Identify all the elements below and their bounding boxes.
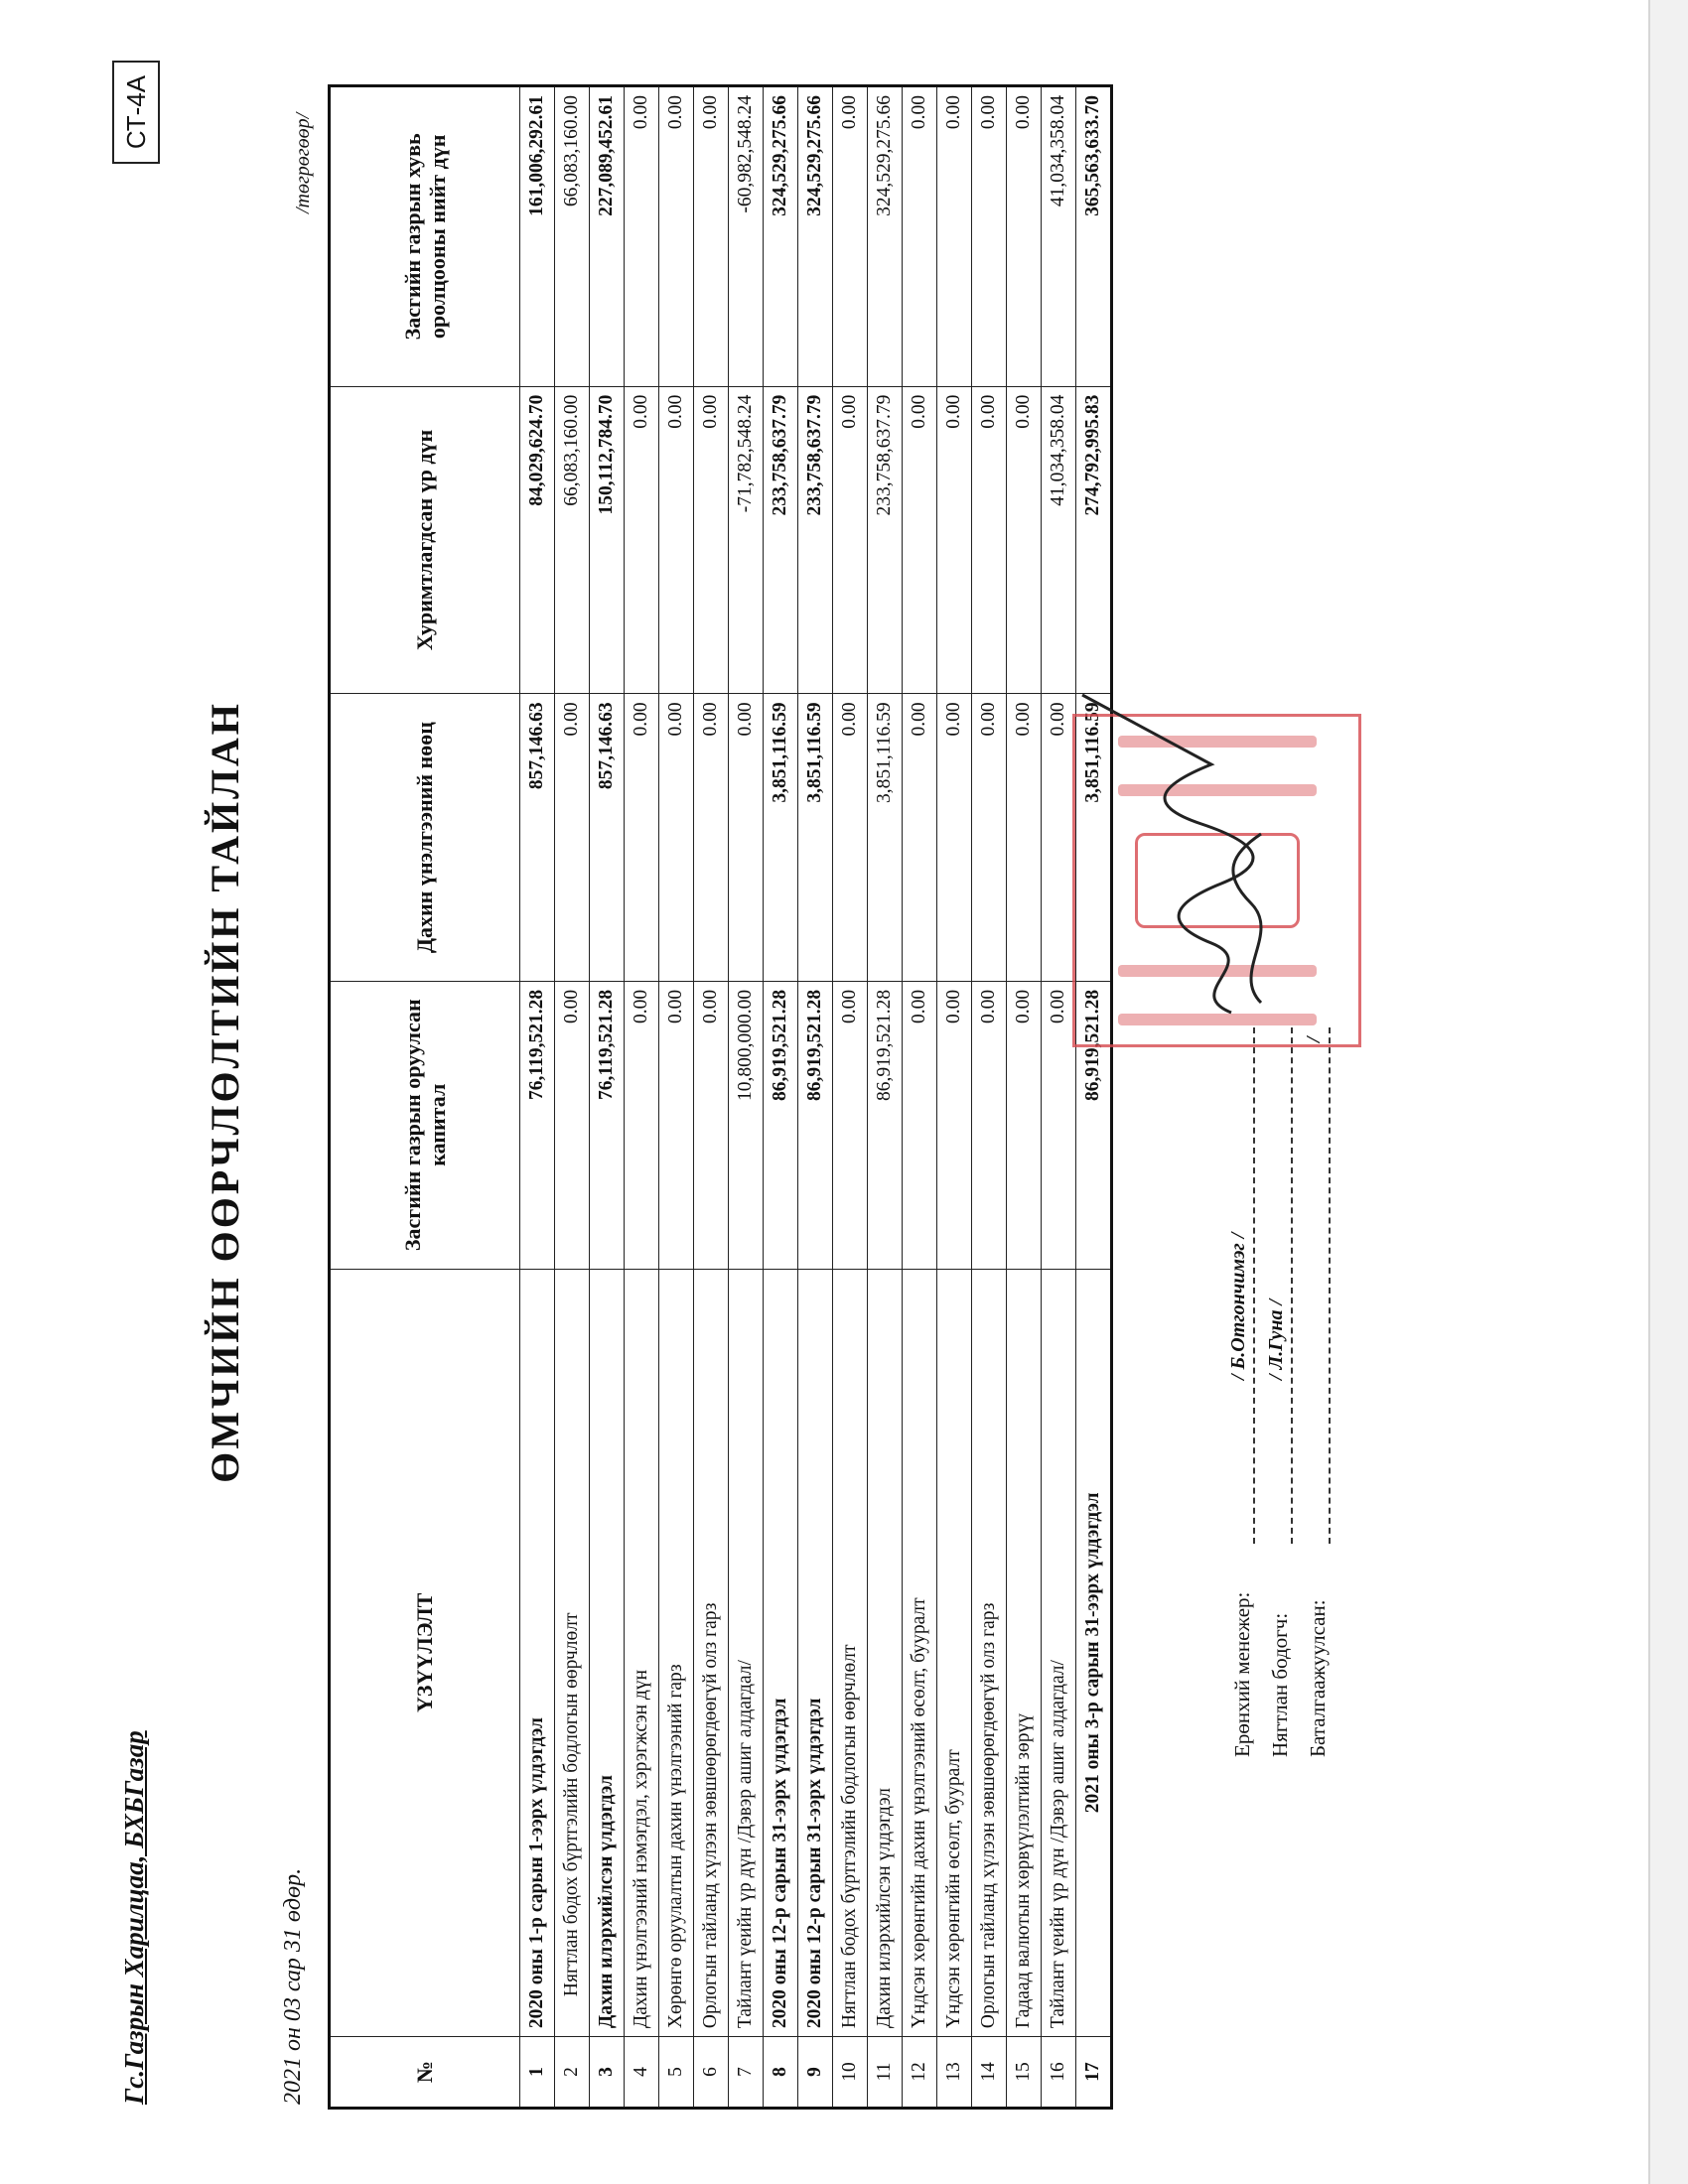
- total-cell: 227,089,452.61: [590, 86, 625, 387]
- capital-cell: 0.00: [694, 981, 729, 1269]
- accumulated-cell: 0.00: [1007, 386, 1042, 694]
- organization-name: Гс.Газрын Харилцаа, БХБГазар: [119, 1730, 149, 2105]
- column-header-capital: Засгийн газрын оруулсан капитал: [330, 981, 520, 1269]
- row-label: Орлогын тайланд хүлээн зөвшөөрөгдөөгүй олз гарз: [694, 1269, 729, 2037]
- total-cell: 0.00: [1007, 86, 1042, 387]
- capital-cell: 0.00: [659, 981, 694, 1269]
- report-title: ӨМЧИЙН ӨӨРЧЛӨЛТИЙН ТАЙЛАН: [203, 701, 247, 1483]
- row-number: 14: [972, 2037, 1007, 2109]
- total-cell: 0.00: [937, 86, 972, 387]
- signature-role: Баталгаажуулсан:: [1306, 1599, 1330, 1757]
- signature-name: /: [1303, 1036, 1325, 1042]
- accumulated-cell: 0.00: [937, 386, 972, 694]
- row-label: Үндсэн хөрөнгийн дахин үнэлгээний өсөлт, бууралт: [903, 1269, 937, 2037]
- revaluation-cell: 3,851,116.59: [764, 694, 798, 982]
- table-row: [729, 86, 764, 2109]
- capital-cell: 0.00: [903, 981, 937, 1269]
- total-cell: 0.00: [833, 86, 868, 387]
- handwritten-signature: [1062, 675, 1291, 1032]
- accumulated-cell: 0.00: [972, 386, 1007, 694]
- capital-cell: 76,119,521.28: [520, 981, 555, 1269]
- capital-cell: 0.00: [555, 981, 590, 1269]
- total-cell: 324,529,275.66: [868, 86, 903, 387]
- table-row: [972, 86, 1007, 2109]
- table-header-row: [330, 86, 520, 2109]
- column-header-total: Засгийн газрын хувь оролцооны нийт дүн: [330, 86, 520, 387]
- total-cell: 41,034,358.04: [1042, 86, 1076, 387]
- revaluation-cell: 0.00: [1007, 694, 1042, 982]
- row-label: Гадаад валютын хөрвүүлэлтийн зөрүү: [1007, 1269, 1042, 2037]
- capital-cell: 0.00: [972, 981, 1007, 1269]
- row-label: Тайлант үеийн үр дүн /Дэвэр ашиг алдагдал/: [1042, 1269, 1076, 2037]
- table-row: [625, 86, 659, 2109]
- revaluation-cell: 0.00: [833, 694, 868, 982]
- table-row: [798, 86, 833, 2109]
- table-row: [694, 86, 729, 2109]
- row-label: 2021 оны 3-р сарын 31-ээрх үлдэгдэл: [1076, 1269, 1112, 2037]
- table-row: [764, 86, 798, 2109]
- accumulated-cell: 233,758,637.79: [764, 386, 798, 694]
- accumulated-cell: 0.00: [694, 386, 729, 694]
- row-number: 1: [520, 2037, 555, 2109]
- capital-cell: 86,919,521.28: [868, 981, 903, 1269]
- revaluation-cell: 857,146.63: [590, 694, 625, 982]
- row-number: 4: [625, 2037, 659, 2109]
- row-number: 8: [764, 2037, 798, 2109]
- table-row: [1007, 86, 1042, 2109]
- signature-role: Нягтлан бодогч:: [1268, 1612, 1292, 1757]
- total-cell: 0.00: [694, 86, 729, 387]
- capital-cell: 0.00: [937, 981, 972, 1269]
- capital-cell: 0.00: [1042, 981, 1076, 1269]
- total-cell: 66,083,160.00: [555, 86, 590, 387]
- row-label: Орлогын тайланд хүлээн зөвшөөрөгдөөгүй олз гарз: [972, 1269, 1007, 2037]
- capital-cell: 0.00: [625, 981, 659, 1269]
- signature-role: Ерөнхий менежер:: [1230, 1591, 1254, 1757]
- row-number: 11: [868, 2037, 903, 2109]
- column-header-number: №: [330, 2037, 520, 2109]
- accumulated-cell: 84,029,624.70: [520, 386, 555, 694]
- revaluation-cell: 0.00: [903, 694, 937, 982]
- revaluation-cell: 0.00: [659, 694, 694, 982]
- row-number: 5: [659, 2037, 694, 2109]
- row-number: 6: [694, 2037, 729, 2109]
- equity-changes-table: [328, 84, 1113, 2110]
- accumulated-cell: 0.00: [659, 386, 694, 694]
- row-label: Дахин илэрхийлсэн үлдэгдэл: [868, 1269, 903, 2037]
- currency-unit: /төгрөгөөр/: [292, 112, 314, 213]
- revaluation-cell: 0.00: [729, 694, 764, 982]
- row-label: Дахин илэрхийлсэн үлдэгдэл: [590, 1269, 625, 2037]
- row-number: 2: [555, 2037, 590, 2109]
- accumulated-cell: 274,792,995.83: [1076, 386, 1112, 694]
- total-cell: 365,563,633.70: [1076, 86, 1112, 387]
- signature-line: [1227, 1027, 1255, 1544]
- row-label: Хөрөнгө оруулалтын дахин үнэлгээний гарз: [659, 1269, 694, 2037]
- capital-cell: 10,800,000.00: [729, 981, 764, 1269]
- total-cell: 0.00: [659, 86, 694, 387]
- revaluation-cell: 857,146.63: [520, 694, 555, 982]
- form-code-badge: СТ-4А: [112, 61, 160, 164]
- revaluation-cell: 3,851,116.59: [798, 694, 833, 982]
- row-number: 16: [1042, 2037, 1076, 2109]
- revaluation-cell: 0.00: [625, 694, 659, 982]
- row-number: 3: [590, 2037, 625, 2109]
- column-header-revaluation: Дахин үнэлгээний нөөц: [330, 694, 520, 982]
- table-row: [555, 86, 590, 2109]
- capital-cell: 0.00: [833, 981, 868, 1269]
- row-number: 9: [798, 2037, 833, 2109]
- signature-row-verified: [1293, 1027, 1331, 1757]
- row-label: 2020 оны 12-р сарын 31-ээрх үлдэгдэл: [798, 1269, 833, 2037]
- total-cell: -60,982,548.24: [729, 86, 764, 387]
- table-row: [903, 86, 937, 2109]
- row-number: 12: [903, 2037, 937, 2109]
- row-label: Тайлант үеийн үр дүн /Дэвэр ашиг алдагдал/: [729, 1269, 764, 2037]
- revaluation-cell: 0.00: [972, 694, 1007, 982]
- capital-cell: 86,919,521.28: [1076, 981, 1112, 1269]
- signature-name: / Л.Гуна /: [1265, 1298, 1287, 1380]
- signature-row-accountant: [1255, 1027, 1293, 1757]
- total-cell: 0.00: [625, 86, 659, 387]
- row-number: 13: [937, 2037, 972, 2109]
- row-number: 15: [1007, 2037, 1042, 2109]
- signature-line: [1303, 1027, 1331, 1544]
- total-cell: 161,006,292.61: [520, 86, 555, 387]
- accumulated-cell: 233,758,637.79: [868, 386, 903, 694]
- signature-line: [1265, 1027, 1293, 1544]
- accumulated-cell: 150,112,784.70: [590, 386, 625, 694]
- report-date: 2021 он 03 сар 31 өдөр.: [280, 1867, 306, 2105]
- revaluation-cell: 0.00: [1042, 694, 1076, 982]
- total-cell: 324,529,275.66: [764, 86, 798, 387]
- signature-stroke: [1233, 834, 1261, 1003]
- accumulated-cell: 41,034,358.04: [1042, 386, 1076, 694]
- revaluation-cell: 3,851,116.59: [868, 694, 903, 982]
- table-row: [659, 86, 694, 2109]
- row-label: 2020 оны 1-р сарын 1-ээрх үлдэгдэл: [520, 1269, 555, 2037]
- total-cell: 0.00: [972, 86, 1007, 387]
- accumulated-cell: 0.00: [903, 386, 937, 694]
- column-header-accumulated: Хуримтлагдсан үр дүн: [330, 386, 520, 694]
- signature-name: / Б.Отгончимэг /: [1227, 1232, 1249, 1380]
- revaluation-cell: 0.00: [937, 694, 972, 982]
- accumulated-cell: 66,083,160.00: [555, 386, 590, 694]
- row-label: Дахин үнэлгээний нэмэгдэл, хэрэгжсэн дүн: [625, 1269, 659, 2037]
- table-row: [833, 86, 868, 2109]
- row-number: 7: [729, 2037, 764, 2109]
- capital-cell: 86,919,521.28: [764, 981, 798, 1269]
- table-row: [1076, 86, 1112, 2109]
- revaluation-cell: 0.00: [694, 694, 729, 982]
- accumulated-cell: 233,758,637.79: [798, 386, 833, 694]
- accumulated-cell: -71,782,548.24: [729, 386, 764, 694]
- total-cell: 324,529,275.66: [798, 86, 833, 387]
- capital-cell: 86,919,521.28: [798, 981, 833, 1269]
- revaluation-cell: 0.00: [555, 694, 590, 982]
- revaluation-cell: 3,851,116.59: [1076, 694, 1112, 982]
- table-row: [937, 86, 972, 2109]
- total-cell: 0.00: [903, 86, 937, 387]
- capital-cell: 0.00: [1007, 981, 1042, 1269]
- table-row: [868, 86, 903, 2109]
- table-row: [590, 86, 625, 2109]
- row-label: 2020 оны 12-р сарын 31-ээрх үлдэгдэл: [764, 1269, 798, 2037]
- row-number: 17: [1076, 2037, 1112, 2109]
- capital-cell: 76,119,521.28: [590, 981, 625, 1269]
- signature-row-manager: [1217, 1027, 1255, 1757]
- signature-stroke: [1082, 695, 1253, 1013]
- signature-block: [1217, 1027, 1331, 1757]
- table-row: [1042, 86, 1076, 2109]
- table-row: [520, 86, 555, 2109]
- row-label: Нягтлан бодох бүртгэлийн бодлогын өөрчлөлт: [833, 1269, 868, 2037]
- accumulated-cell: 0.00: [625, 386, 659, 694]
- column-header-indicator: ҮЗҮҮЛЭЛТ: [330, 1269, 520, 2037]
- accumulated-cell: 0.00: [833, 386, 868, 694]
- row-label: Нягтлан бодох бүртгэлийн бодлогын өөрчлөлт: [555, 1269, 590, 2037]
- row-number: 10: [833, 2037, 868, 2109]
- row-label: Үндсэн хөрөнгийн өсөлт, бууралт: [937, 1269, 972, 2037]
